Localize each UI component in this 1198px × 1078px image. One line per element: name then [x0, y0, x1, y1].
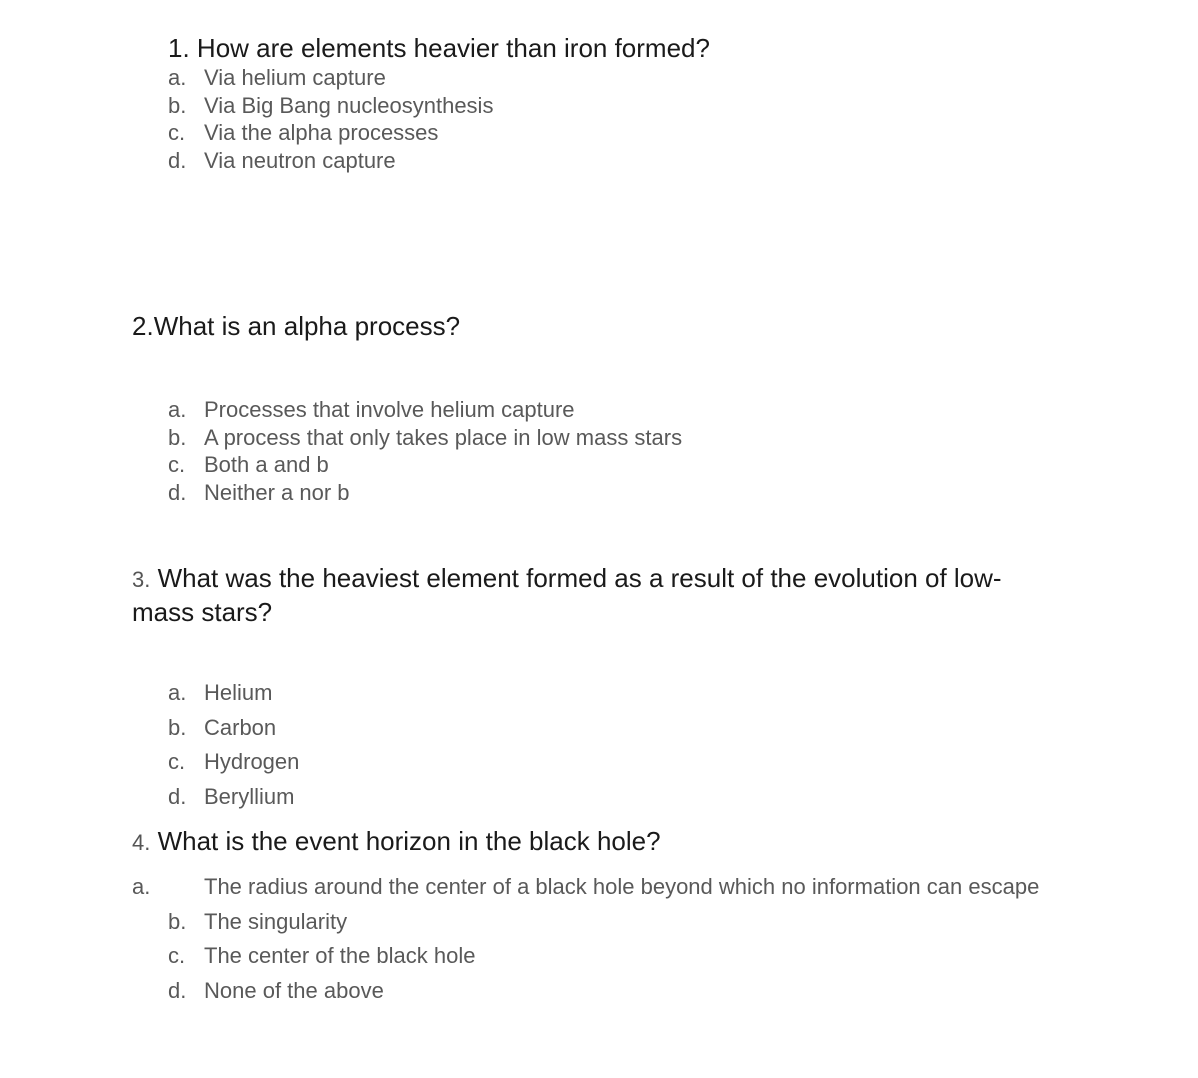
- option-b[interactable]: b. The singularity: [168, 908, 348, 934]
- question-number: 4.: [132, 830, 151, 855]
- question-3-options: [168, 676, 299, 815]
- question-2-title: [132, 310, 460, 342]
- option-d[interactable]: d. None of the above: [168, 978, 384, 1004]
- question-number: 1.: [168, 33, 190, 63]
- question-number: 2.: [132, 311, 154, 341]
- option-c[interactable]: c. The center of the black hole: [168, 943, 476, 969]
- option-a[interactable]: a. Processes that involve helium capture: [168, 397, 575, 422]
- question-4-title: [132, 825, 661, 859]
- option-d[interactable]: d. Beryllium: [168, 784, 295, 810]
- question-4-options: [132, 870, 1084, 1009]
- option-b[interactable]: b. Via Big Bang nucleosynthesis: [168, 92, 494, 118]
- option-a[interactable]: a. The radius around the center of a black hole beyond which no information can escape: [132, 874, 1040, 899]
- question-number: 3.: [132, 567, 151, 592]
- option-a[interactable]: a. Via helium capture: [168, 65, 386, 90]
- question-text: What is the event horizon in the black hole?: [157, 826, 661, 856]
- question-2-options: [168, 396, 682, 507]
- question-1-title: [168, 32, 710, 64]
- question-text: What was the heaviest element formed as a result of the evolution of low-mass stars?: [132, 563, 1002, 627]
- option-c[interactable]: c. Hydrogen: [168, 749, 300, 775]
- option-b[interactable]: b. A process that only takes place in low mass stars: [168, 424, 683, 450]
- option-c[interactable]: c. Both a and b: [168, 452, 329, 478]
- option-d[interactable]: d. Via neutron capture: [168, 148, 396, 174]
- option-d[interactable]: d. Neither a nor b: [168, 480, 350, 506]
- question-1-options: [168, 64, 493, 175]
- option-b[interactable]: b. Carbon: [168, 714, 277, 740]
- question-text: What is an alpha process?: [153, 311, 461, 341]
- question-3-title: [132, 562, 1052, 628]
- question-text: How are elements heavier than iron formed?: [196, 33, 710, 63]
- option-c[interactable]: c. Via the alpha processes: [168, 120, 439, 146]
- option-a[interactable]: a. Helium: [168, 680, 273, 705]
